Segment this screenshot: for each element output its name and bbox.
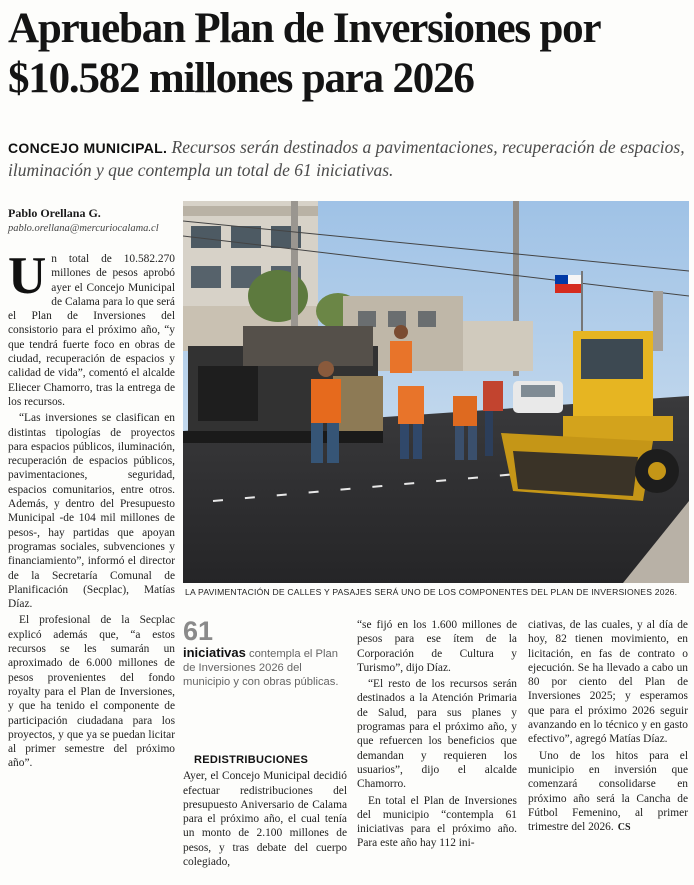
paragraph-7: En total el Plan de Inversiones del municipio “contempla 61 iniciativas para el próximo año. Para este año hay 112 ini- xyxy=(357,794,517,850)
paragraph-1: n total de 10.582.270 millones de pesos aprobó ayer el Concejo Municipal de Calama para lo que será el Plan de Inversiones del consistorio para el próximo año, “y que tendrá fuerte foco en obras de ciudad, recuperación de espacios y calidad de vida”, comentó el alcalde Eliecer Chamorro, tras la entrega de los recursos. xyxy=(8,253,175,408)
road-paving-photo xyxy=(183,201,689,583)
column-4 xyxy=(528,618,688,837)
stat-description: contempla el Plan de Inversiones 2026 del municipio y con obras públicas. xyxy=(183,648,339,688)
column-3 xyxy=(357,618,517,853)
paragraph-6: “El resto de los recursos serán destinados a la Atención Primaria de Salud, para sus planes y programas para el próximo año, y que refuercen los beneficios que demandan y requieren los usuarios”, dijo el alcalde Chamorro. xyxy=(357,678,517,791)
headline: Aprueban Plan de Inversiones por $10.582 millones para 2026 xyxy=(8,5,600,102)
author-email[interactable]: pablo.orellana@mercuriocalama.cl xyxy=(8,223,159,234)
paragraph-4: Ayer, el Concejo Municipal decidió efectuar redistribuciones del presupuesto Aniversario de Calama para el próximo año, el cual tenía un monto de 2.100 millones de pesos, y tras debate del cuerpo colegiado, xyxy=(183,770,347,869)
end-mark: CS xyxy=(617,822,631,834)
deck-text: Recursos serán destinados a pavimentaciones, recuperación de espacios, iluminación y que contempla un total de 61 iniciativas. xyxy=(8,137,685,180)
deck xyxy=(8,136,686,181)
paragraph-9-text: Uno de los hitos para el municipio en inversión que comenzará consolidarse en próximo año será la Cancha de Fútbol Femenino, al primer trimestre del 2026. xyxy=(528,749,688,834)
drop-cap: U xyxy=(8,247,47,305)
paragraph-3: El profesional de la Secplac explicó además que, “a estos recursos se les sumarán un aproximado de 6.000 millones de pesos provenientes del fondo royalty para el Plan de Inversiones, y que ha tenido el componente de participación ciudadana para los proyectos, y que ya se puedan licitar al primer semestre del próximo año”. xyxy=(8,614,175,770)
column-2 xyxy=(183,753,347,871)
column-1 xyxy=(8,247,175,773)
paragraph-8: ciativas, de las cuales, y al día de hoy, 82 tienen movimiento, en licitación, en fas de contrato o ejecución. Se ha llevado a cabo un 80 por ciento del Plan de Inversiones 2025; y esperamos que para el próximo 2026 seguir avanzando en lo técnico y en gasto efectivo”, agregó Matías Díaz. xyxy=(528,619,688,746)
photo-caption: LA PAVIMENTACIÓN DE CALLES Y PASAJES SERÁ UNO DE LOS COMPONENTES DEL PLAN DE INVERSIONES 2026. xyxy=(185,587,678,597)
stat-number: 61 xyxy=(183,616,214,646)
subhead-redistribuciones: REDISTRIBUCIONES xyxy=(194,754,309,766)
byline xyxy=(8,206,178,237)
paragraph-9 xyxy=(528,749,688,836)
photo-illustration xyxy=(183,201,689,583)
stat-box xyxy=(183,616,348,689)
deck-label: CONCEJO MUNICIPAL. xyxy=(8,140,168,156)
paragraph-lead xyxy=(8,247,175,409)
author-name: Pablo Orellana G. xyxy=(8,206,101,220)
stat-bold: iniciativas xyxy=(183,645,246,660)
paragraph-2: “Las inversiones se clasifican en distintas tipologías de proyectos para espacios públicos, iluminación, recuperación de espacios públicos, pavimentaciones, seguridad, espacios comunitarios, entre otros. Además, y dentro del Presupuesto Municipal -de 104 mil millones de pesos-, hay partidas que apoyan programas sociales, subvenciones y financiamiento”, informó el director de la Secretaría Comunal de Planificación (Secplac), Matías Díaz. xyxy=(8,412,175,611)
paragraph-5: “se fijó en los 1.600 millones de pesos para ese ítem de la Corporación de Cultura y Turismo”, dijo Díaz. xyxy=(357,619,517,674)
stat-text xyxy=(183,646,348,689)
